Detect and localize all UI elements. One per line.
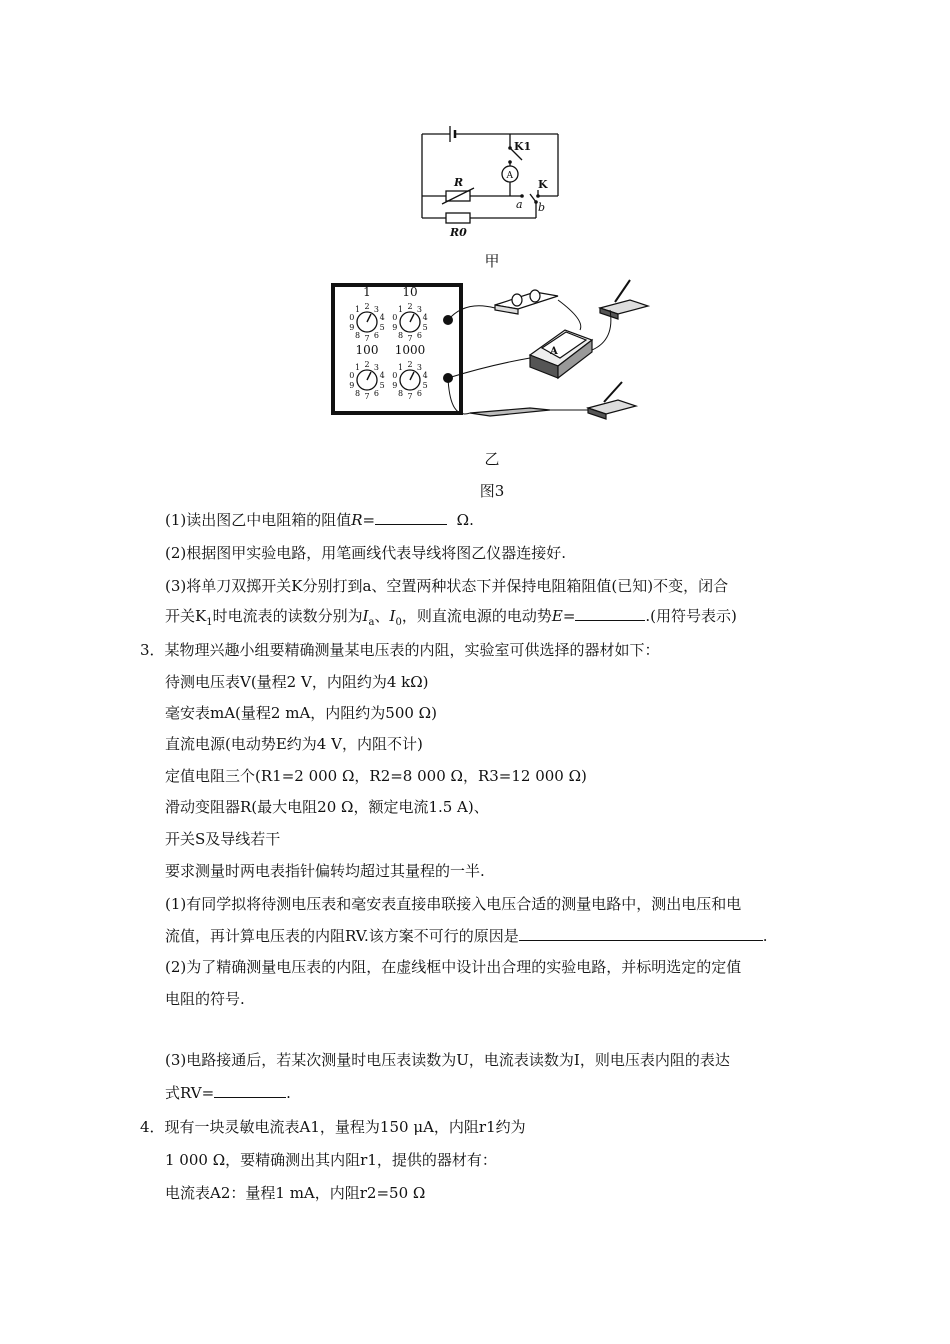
dial-digit: 4 xyxy=(422,313,428,323)
dial-digit: 0 xyxy=(392,371,398,381)
dial-label: 1000 xyxy=(394,343,426,357)
dial-digit: 2 xyxy=(407,302,413,311)
dial-digit: 6 xyxy=(416,388,422,398)
q3-item-6: 开关S及导线若干 xyxy=(165,830,281,848)
dial-label: 100 xyxy=(355,343,379,357)
ammeter-label-b: A xyxy=(550,346,558,357)
dial-digit: 8 xyxy=(398,388,404,398)
dial-pointer xyxy=(410,314,414,322)
label-ammeter: A xyxy=(506,171,513,181)
dial-digit: 7 xyxy=(407,392,413,401)
dial-digit: 5 xyxy=(422,322,428,332)
dial-label: 10 xyxy=(402,285,418,299)
dial-digit: 4 xyxy=(379,313,385,323)
dial-digit: 2 xyxy=(364,360,370,369)
q3-part1-line1: (1)有同学拟将待测电压表和毫安表直接串联接入电压合适的测量电路中，测出电压和电 xyxy=(165,895,742,913)
dial-digit: 7 xyxy=(364,334,370,343)
dial-digit: 1 xyxy=(398,305,404,315)
dial-digit: 0 xyxy=(349,371,355,381)
dial-digit: 8 xyxy=(355,388,361,398)
dial-digit: 4 xyxy=(379,371,385,381)
label-k1: K1 xyxy=(514,140,532,153)
dial-digit: 3 xyxy=(373,305,379,315)
dial-digit: 3 xyxy=(416,363,422,373)
dial-digit: 2 xyxy=(364,302,370,311)
dial-digit: 9 xyxy=(392,322,398,332)
q3-part2-line1: (2)为了精确测量电压表的内阻，在虚线框中设计出合理的实验电路，并标明选定的定值 xyxy=(165,958,742,976)
answer-blank[interactable] xyxy=(575,606,645,621)
dial-digit: 1 xyxy=(355,305,361,315)
q2-part1: (1)读出图乙中电阻箱的阻值R= Ω. xyxy=(165,511,474,529)
dial-digit: 2 xyxy=(407,360,413,369)
q3-intro: 3．某物理兴趣小组要精确测量某电压表的内阻，实验室可供选择的器材如下： xyxy=(140,641,660,659)
caption-b: 乙 xyxy=(484,450,500,468)
dial-digit: 0 xyxy=(349,313,355,323)
dial-digit: 6 xyxy=(373,330,379,340)
answer-blank[interactable] xyxy=(375,510,447,525)
dial-digit: 5 xyxy=(422,380,428,390)
q3-item-2: 毫安表mA(量程2 mA，内阻约为500 Ω) xyxy=(165,704,437,722)
answer-blank[interactable] xyxy=(214,1083,286,1098)
apparatus-diagram-b xyxy=(330,270,650,430)
q3-item-3: 直流电源(电动势E约为4 V，内阻不计) xyxy=(165,735,423,753)
dial-pointer xyxy=(410,372,414,380)
label-r: R xyxy=(454,176,464,189)
dial-digit: 3 xyxy=(416,305,422,315)
q4-line2: 1 000 Ω，要精确测出其内阻r1，提供的器材有： xyxy=(165,1151,497,1169)
dial-digit: 8 xyxy=(398,330,404,340)
dial-pointer xyxy=(367,372,371,380)
q3-item-5: 滑动变阻器R(最大电阻20 Ω，额定电流1.5 A)、 xyxy=(165,798,489,816)
label-a: a xyxy=(516,198,523,211)
dial-digit: 9 xyxy=(392,380,398,390)
label-k: K xyxy=(538,178,548,191)
q3-part1-line2: 流值，再计算电压表的内阻RV.该方案不可行的原因是 . xyxy=(165,927,768,945)
q4-line1: 4．现有一块灵敏电流表A1，量程为150 μA，内阻r1约为 xyxy=(140,1118,526,1136)
label-b: b xyxy=(538,201,546,214)
label-r0: R0 xyxy=(450,226,467,239)
dial-pointer xyxy=(367,314,371,322)
figure-title: 图3 xyxy=(479,482,505,500)
q3-part2-line2: 电阻的符号. xyxy=(165,990,245,1008)
dial-digit: 1 xyxy=(398,363,404,373)
dial-digit: 0 xyxy=(392,313,398,323)
dial-digit: 9 xyxy=(349,380,355,390)
dial-digit: 3 xyxy=(373,363,379,373)
q4-line3: 电流表A2：量程1 mA，内阻r2=50 Ω xyxy=(165,1184,426,1202)
dial-digit: 4 xyxy=(422,371,428,381)
dial-label: 1 xyxy=(363,285,371,299)
answer-blank[interactable] xyxy=(519,926,763,941)
q2-part2: (2)根据图甲实验电路，用笔画线代表导线将图乙仪器连接好. xyxy=(165,544,567,562)
q3-item-1: 待测电压表V(量程2 V，内阻约为4 kΩ) xyxy=(165,673,429,691)
dial-digit: 6 xyxy=(373,388,379,398)
dial-digit: 8 xyxy=(355,330,361,340)
q2-part3-line1: (3)将单刀双掷开关K分别打到a、空置两种状态下并保持电阻箱阻值(已知)不变，闭合 xyxy=(165,577,729,595)
q2-part3-line2: 开关$K_1$时电流表的读数分别为$I_a$、$I_0$，则直流电源的电动势E= .(用符号表示) xyxy=(165,607,737,628)
dial-digit: 7 xyxy=(407,334,413,343)
q3-item-4: 定值电阻三个(R1=2 000 Ω，R2=8 000 Ω，R3=12 000 Ω) xyxy=(165,767,587,785)
dial-digit: 9 xyxy=(349,322,355,332)
dial-digit: 7 xyxy=(364,392,370,401)
circuit-diagram-a xyxy=(410,120,570,240)
q3-requirement: 要求测量时两电表指针偏转均超过其量程的一半. xyxy=(165,862,485,880)
dial-digit: 5 xyxy=(379,380,385,390)
dial-digit: 1 xyxy=(355,363,361,373)
q3-part3-line1: (3)电路接通后，若某次测量时电压表读数为U，电流表读数为I，则电压表内阻的表达 xyxy=(165,1051,730,1069)
dial-digit: 6 xyxy=(416,330,422,340)
caption-a: 甲 xyxy=(484,252,500,270)
q3-part3-line2: 式RV= . xyxy=(165,1084,291,1102)
dial-digit: 5 xyxy=(379,322,385,332)
